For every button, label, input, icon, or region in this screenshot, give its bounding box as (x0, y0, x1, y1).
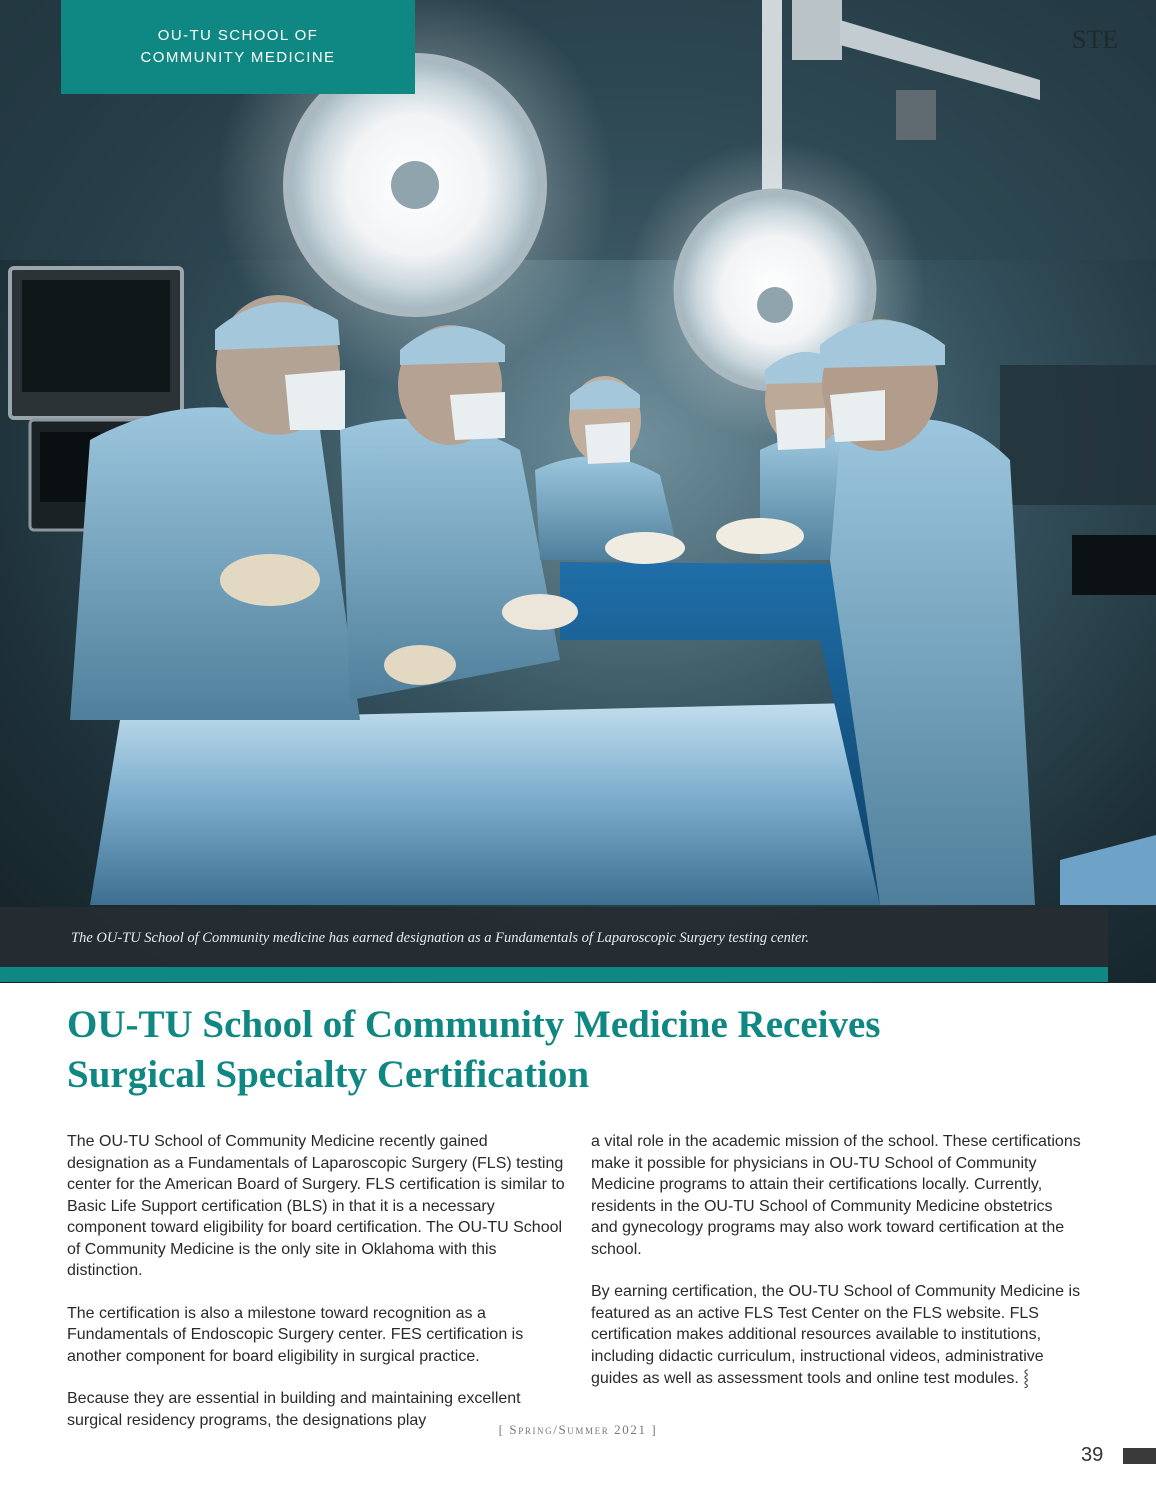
article-paragraph-text: By earning certification, the OU-TU School of Community Medicine is featured as an active FLS Test Center on the FLS website. FLS certification makes additional resources available to institutions, including didactic curriculum, instructional videos, administrative guides as well as assessment tools and online test modules. (591, 1283, 1081, 1387)
lamp-brand-label: STE (1072, 25, 1119, 54)
page-number-bar (1123, 1448, 1156, 1464)
section-tag-line1: OU-TU SCHOOL OF (157, 27, 319, 44)
end-mark-icon: ⸾ (1023, 1368, 1029, 1387)
article-title-line2: Surgical Specialty Certification (67, 1053, 590, 1096)
article-paragraph: Because they are essential in building and maintaining excellent surgical residency programs, the designations play (67, 1390, 521, 1429)
article-paragraph: a vital role in the academic mission of the school. These certifications make it possible for physicians in OU-TU School of Community Medicine programs to attain their certifications locally. Currently, residents in the OU-TU School of Community Medicine obstetrics and gynecology programs may also work toward certification at the school. (591, 1133, 1081, 1258)
article-title (67, 1000, 1087, 1100)
issue-label: [ Spring/Summer 2021 ] (498, 1422, 658, 1437)
article-paragraph: The certification is also a milestone toward recognition as a Fundamentals of Endoscopic Surgery center. FES certification is another component for board eligibility in surgical practice. (67, 1304, 524, 1365)
caption-bar (0, 907, 1108, 967)
section-tag (61, 0, 415, 94)
caption-accent-rule (0, 967, 1108, 982)
section-tag-line2: COMMUNITY MEDICINE (140, 49, 336, 66)
article-paragraph-last (591, 1281, 1083, 1390)
article-column-left (67, 1131, 567, 1452)
article-title-line1: OU-TU School of Community Medicine Receives (67, 1003, 881, 1046)
photo-caption: The OU-TU School of Community medicine has earned designation as a Fundamentals of Laparoscopic Surgery testing center. (71, 930, 809, 946)
article-column-right (591, 1131, 1083, 1411)
page-number: 39 (1081, 1444, 1104, 1466)
article-paragraph: The OU-TU School of Community Medicine recently gained designation as a Fundamentals of Laparoscopic Surgery (FLS) testing center for the American Board of Surgery. FLS certification is similar to Basic Life Support certification (BLS) in that it is a necessary component toward eligibility for board certification. The OU-TU School of Community Medicine is the only site in Oklahoma with this distinction. (67, 1133, 565, 1279)
